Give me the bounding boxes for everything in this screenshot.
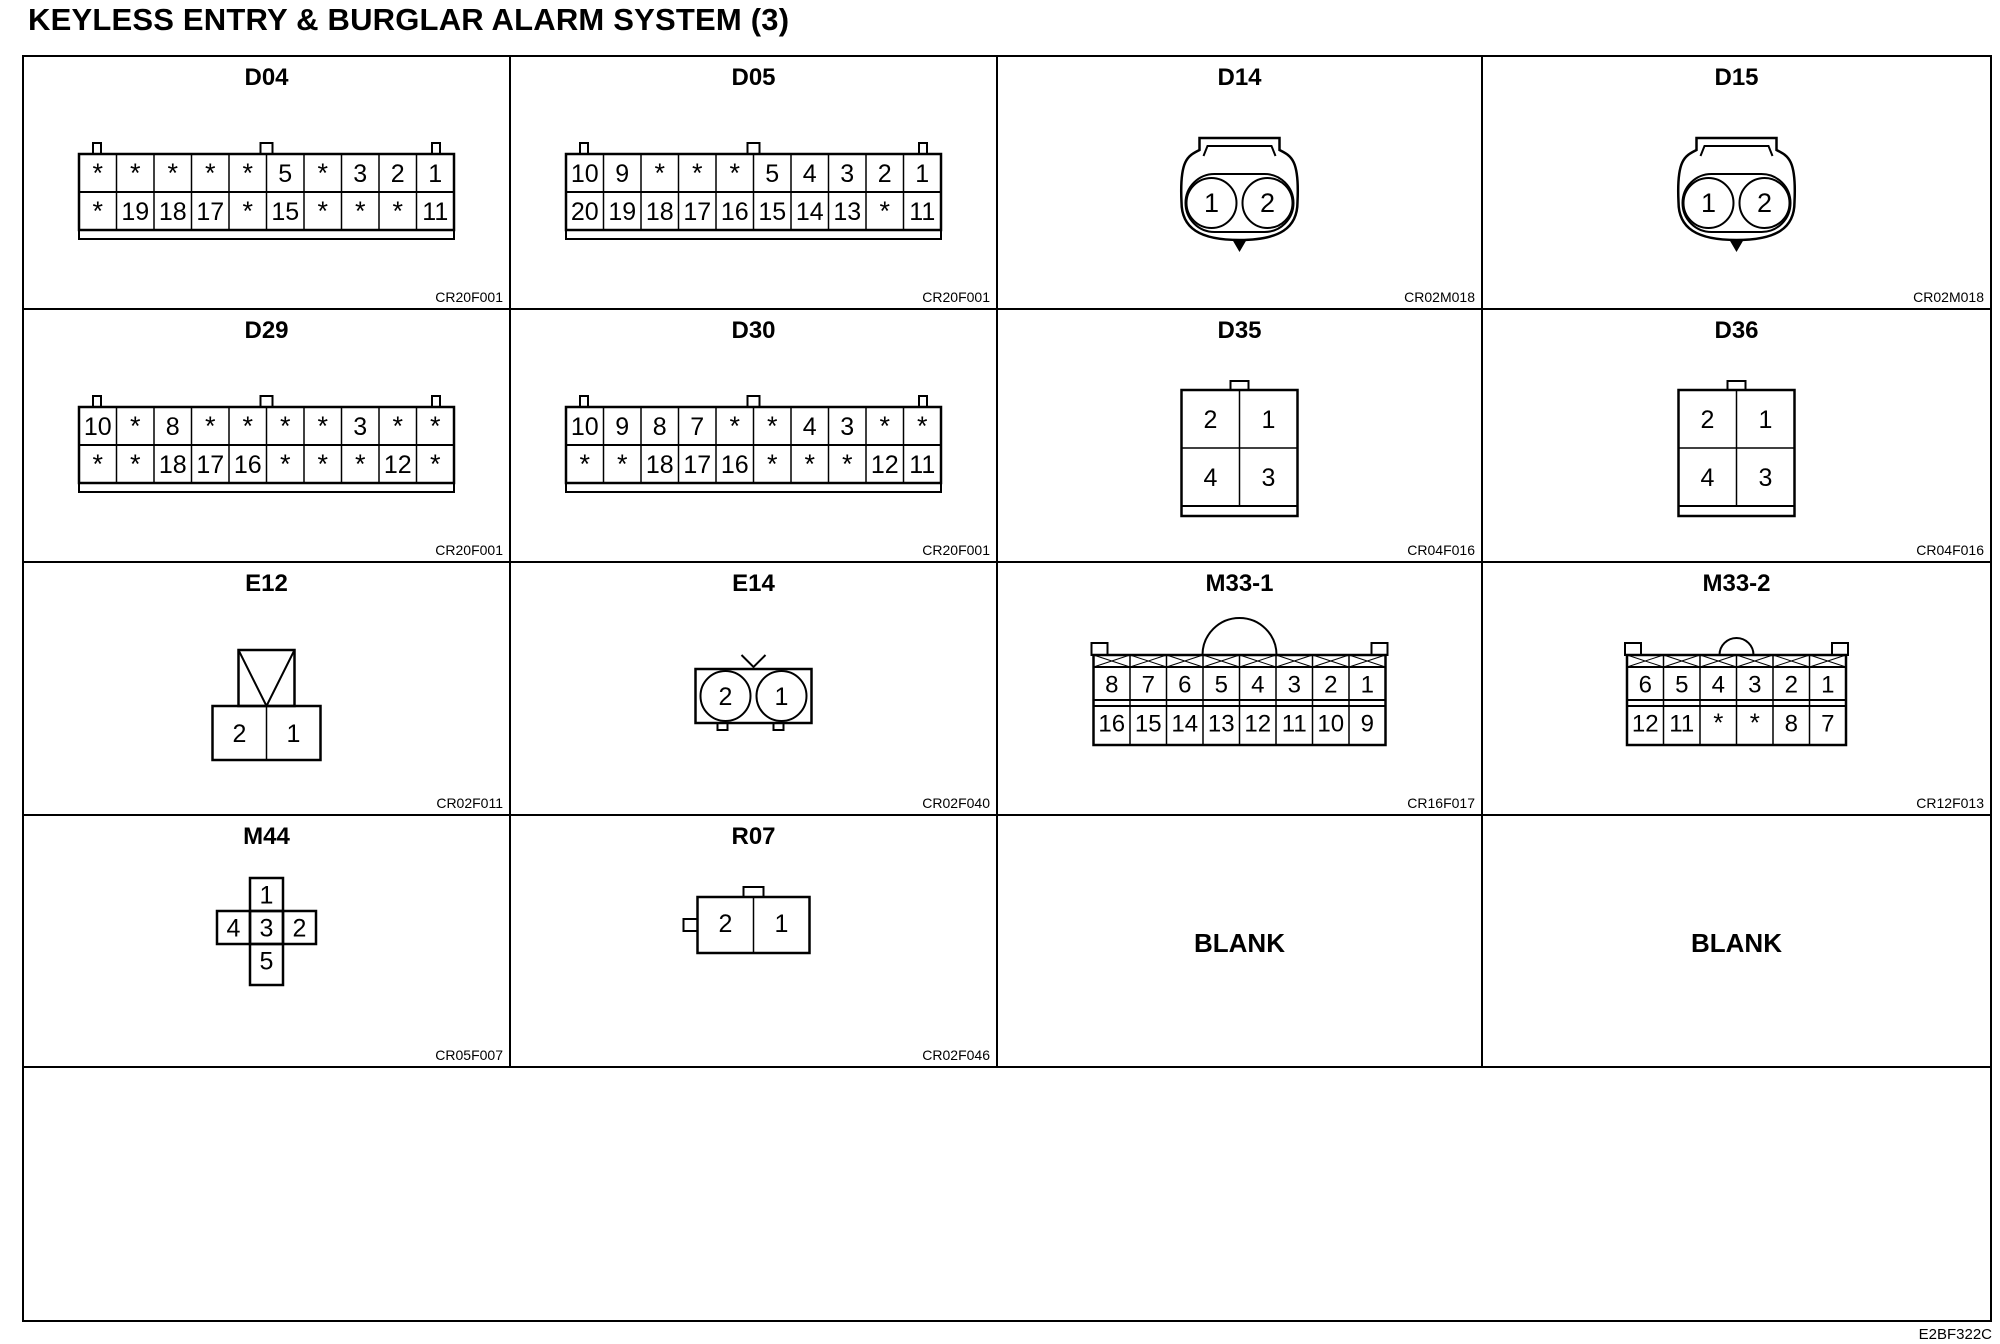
connector-name: D35 xyxy=(1217,317,1262,344)
connector-cell-d36 xyxy=(1483,310,1990,563)
unused-pin-marker: * xyxy=(766,449,778,479)
unused-pin-marker: * xyxy=(429,411,441,441)
pin-number: 1 xyxy=(1700,188,1717,218)
unused-pin-marker: * xyxy=(691,158,703,188)
unused-pin-marker: * xyxy=(916,411,928,441)
hatch-mark xyxy=(1167,655,1204,667)
unused-pin-marker: * xyxy=(129,449,141,479)
connector-housing xyxy=(696,669,812,723)
pin-number: 1 xyxy=(286,720,301,748)
unused-pin-marker: * xyxy=(392,411,404,441)
hatch-mark xyxy=(1664,655,1701,667)
pin-number: 3 xyxy=(1748,671,1762,699)
pin-number: 5 xyxy=(1675,671,1689,699)
pin-number: 5 xyxy=(765,160,780,188)
connector-drawing xyxy=(1483,310,1990,561)
unused-pin-marker: * xyxy=(204,411,216,441)
pin-number: 16 xyxy=(720,198,749,226)
pin-number: 8 xyxy=(1784,710,1798,738)
connector-part-code: CR20F001 xyxy=(435,289,503,305)
pin-number: 3 xyxy=(1287,671,1301,699)
lock-tab xyxy=(93,396,101,407)
pin-number: 4 xyxy=(1251,671,1265,699)
polarity-marker xyxy=(1233,240,1247,252)
connector-cell-d29 xyxy=(24,310,511,563)
pin-number: 1 xyxy=(1821,671,1835,699)
pin-number: 4 xyxy=(802,160,817,188)
unused-pin-marker: * xyxy=(242,196,254,226)
unused-pin-marker: * xyxy=(879,411,891,441)
pin-number: 1 xyxy=(1261,406,1276,434)
pin-number: 7 xyxy=(1821,710,1835,738)
hatch-mark xyxy=(1276,655,1313,667)
connector-shoulder xyxy=(79,230,454,239)
pin-number: 17 xyxy=(683,198,712,226)
unused-pin-marker: * xyxy=(1749,707,1760,738)
pin-number: 12 xyxy=(1631,710,1659,738)
hatch-mark xyxy=(1810,655,1847,667)
unused-pin-marker: * xyxy=(92,449,104,479)
pin-number: 1 xyxy=(1360,671,1374,699)
unused-pin-marker: * xyxy=(242,158,254,188)
pin-number: 11 xyxy=(909,451,936,479)
connector-part-code: CR05F007 xyxy=(435,1047,503,1063)
connector-part-code: CR02F040 xyxy=(922,795,990,811)
unused-pin-marker: * xyxy=(129,158,141,188)
connector-name: E12 xyxy=(245,570,288,597)
connector-latch xyxy=(1204,146,1276,156)
connector-part-code: CR04F016 xyxy=(1916,542,1984,558)
pin-number: 8 xyxy=(165,413,180,441)
connector-name: M44 xyxy=(243,823,290,850)
pin-number: 9 xyxy=(615,160,630,188)
pin-number: 10 xyxy=(570,413,599,441)
pin-number: 16 xyxy=(1098,710,1126,738)
pin-number: 13 xyxy=(1207,710,1235,738)
connector-part-code: CR02F046 xyxy=(922,1047,990,1063)
connector-drawing xyxy=(511,57,996,308)
pin-number: 19 xyxy=(121,198,150,226)
lock-tab xyxy=(1625,643,1641,655)
pin-number: 5 xyxy=(278,160,293,188)
unused-pin-marker: * xyxy=(92,158,104,188)
lock-tab xyxy=(748,143,760,154)
pin-number: 15 xyxy=(1134,710,1162,738)
figure-code: E2BF322C xyxy=(1918,1326,1992,1343)
unused-pin-marker: * xyxy=(354,449,366,479)
pin-number: 4 xyxy=(802,413,817,441)
connector-part-code: CR16F017 xyxy=(1407,795,1475,811)
pin-number: 17 xyxy=(683,451,712,479)
connector-inner-oval xyxy=(1186,174,1294,232)
pin-number: 1 xyxy=(915,160,930,188)
connector-cell-d05 xyxy=(511,57,998,310)
connector-name: M33-2 xyxy=(1702,570,1771,597)
connector-name: R07 xyxy=(731,823,776,850)
connector-part-code: CR02M018 xyxy=(1913,289,1984,305)
blank-cell xyxy=(1483,816,1990,1068)
pin-number: 4 xyxy=(1711,671,1725,699)
connector-guide xyxy=(239,650,295,706)
connector-hood xyxy=(239,650,295,706)
pin-number: 13 xyxy=(833,198,862,226)
connector-cell-d30 xyxy=(511,310,998,563)
pin-number: 9 xyxy=(1360,710,1374,738)
pin-number: 10 xyxy=(1317,710,1345,738)
lock-tab xyxy=(93,143,101,154)
connector-part-code: CR20F001 xyxy=(922,542,990,558)
lock-tab xyxy=(580,143,588,154)
pin-number: 3 xyxy=(353,160,368,188)
pin-number: 2 xyxy=(1324,671,1338,699)
page-title: KEYLESS ENTRY & BURGLAR ALARM SYSTEM (3) xyxy=(28,2,790,37)
unused-pin-marker: * xyxy=(879,196,891,226)
unused-pin-marker: * xyxy=(317,449,329,479)
side-tab xyxy=(684,919,698,931)
lock-tab xyxy=(919,396,927,407)
hatch-mark xyxy=(1240,655,1277,667)
lock-tab xyxy=(1092,643,1108,655)
hatch-mark xyxy=(1700,655,1737,667)
pin-number: 18 xyxy=(645,198,674,226)
unused-pin-marker: * xyxy=(242,411,254,441)
hatch-mark xyxy=(1094,655,1131,667)
pin-number: 17 xyxy=(196,451,225,479)
pin-number: 11 xyxy=(422,198,449,226)
blank-label: BLANK xyxy=(1691,928,1782,958)
connector-drawing xyxy=(511,563,996,814)
hatch-mark xyxy=(1737,655,1774,667)
connector-name: D15 xyxy=(1714,64,1759,91)
pin-number: 18 xyxy=(158,451,187,479)
unused-pin-marker: * xyxy=(279,449,291,479)
pin-number: 2 xyxy=(1784,671,1798,699)
unused-pin-marker: * xyxy=(317,158,329,188)
connector-inner-oval xyxy=(1683,174,1791,232)
unused-pin-marker: * xyxy=(354,196,366,226)
lock-tab xyxy=(1832,643,1848,655)
connector-drawing xyxy=(998,563,1481,814)
hatch-mark xyxy=(1627,655,1664,667)
hatch-mark xyxy=(1349,655,1386,667)
connector-cell-e12 xyxy=(24,563,511,816)
pin-number: 2 xyxy=(232,720,247,748)
connector-name: D30 xyxy=(731,317,776,344)
lock-tab xyxy=(1231,381,1249,390)
unused-pin-marker: * xyxy=(92,196,104,226)
connector-name: D14 xyxy=(1217,64,1262,91)
pin-number: 20 xyxy=(570,198,599,226)
unused-pin-marker: * xyxy=(279,411,291,441)
lock-tab xyxy=(432,143,440,154)
connector-cell-m33-2 xyxy=(1483,563,1990,816)
pin-number: 12 xyxy=(383,451,412,479)
connector-cell-d35 xyxy=(998,310,1483,563)
pin-number: 18 xyxy=(158,198,187,226)
connector-drawing xyxy=(24,816,509,1066)
lock-tab xyxy=(744,887,764,897)
connector-drawing xyxy=(24,310,509,561)
connector-part-code: CR20F001 xyxy=(435,542,503,558)
pin-number: 5 xyxy=(259,947,274,976)
pin-number: 7 xyxy=(690,413,705,441)
pin-number: 5 xyxy=(1214,671,1228,699)
pin-number: 15 xyxy=(758,198,787,226)
polarity-key xyxy=(742,655,766,667)
connector-name: D29 xyxy=(244,317,289,344)
pin-number: 2 xyxy=(718,910,733,938)
pin-number: 10 xyxy=(570,160,599,188)
connector-drawing xyxy=(1483,57,1990,308)
connector-part-code: CR02M018 xyxy=(1404,289,1475,305)
pin-number: 3 xyxy=(840,413,855,441)
pin-number: 11 xyxy=(909,198,936,226)
unused-pin-marker: * xyxy=(804,449,816,479)
connector-part-code: CR12F013 xyxy=(1916,795,1984,811)
lock-tab xyxy=(580,396,588,407)
unused-pin-marker: * xyxy=(729,158,741,188)
hatch-mark xyxy=(1313,655,1350,667)
unused-pin-marker: * xyxy=(167,158,179,188)
pin-number: 19 xyxy=(608,198,637,226)
lock-tab xyxy=(261,396,273,407)
pin-number: 9 xyxy=(615,413,630,441)
connector-cell-m44 xyxy=(24,816,511,1068)
connector-grid xyxy=(24,57,1990,1068)
pin-number: 4 xyxy=(1700,464,1715,492)
connector-name: E14 xyxy=(732,570,775,597)
pin-number: 2 xyxy=(1259,188,1276,218)
unused-pin-marker: * xyxy=(1713,707,1724,738)
connector-part-code: CR04F016 xyxy=(1407,542,1475,558)
hatch-mark xyxy=(1203,655,1240,667)
lock-tab xyxy=(261,143,273,154)
pin-number: 6 xyxy=(1178,671,1192,699)
pin-number: 10 xyxy=(83,413,112,441)
unused-pin-marker: * xyxy=(729,411,741,441)
blank-label: BLANK xyxy=(1194,928,1285,958)
pin-number: 11 xyxy=(1669,710,1695,738)
connector-name: D04 xyxy=(244,64,289,91)
connector-drawing xyxy=(998,310,1481,561)
connector-cell-r07 xyxy=(511,816,998,1068)
connector-name: D36 xyxy=(1714,317,1759,344)
connector-shoulder xyxy=(566,483,941,492)
lock-tab xyxy=(748,396,760,407)
pin-number: 2 xyxy=(390,160,405,188)
pin-number: 15 xyxy=(271,198,300,226)
connector-latch xyxy=(1701,146,1773,156)
unused-pin-marker: * xyxy=(766,411,778,441)
unused-pin-marker: * xyxy=(204,158,216,188)
hatch-mark xyxy=(1130,655,1167,667)
unused-pin-marker: * xyxy=(429,449,441,479)
pin-number: 16 xyxy=(720,451,749,479)
lock-arch xyxy=(1203,618,1277,655)
pin-number: 2 xyxy=(877,160,892,188)
pin-number: 3 xyxy=(259,914,274,943)
pin-number: 1 xyxy=(774,683,789,711)
pin-number: 11 xyxy=(1281,710,1307,738)
pin-number: 18 xyxy=(645,451,674,479)
polarity-marker xyxy=(1730,240,1744,252)
pin-number: 3 xyxy=(840,160,855,188)
pin-number: 3 xyxy=(1758,464,1773,492)
connector-part-code: CR20F001 xyxy=(922,289,990,305)
lock-tab xyxy=(1728,381,1746,390)
unused-pin-marker: * xyxy=(317,196,329,226)
pin-number: 16 xyxy=(233,451,262,479)
blank-cell xyxy=(998,816,1483,1068)
pin-number: 8 xyxy=(652,413,667,441)
connector-cell-m33-1 xyxy=(998,563,1483,816)
pin-number: 4 xyxy=(1203,464,1218,492)
connector-shoulder xyxy=(566,230,941,239)
lock-tab xyxy=(919,143,927,154)
connector-shoulder xyxy=(79,483,454,492)
hatch-mark xyxy=(1773,655,1810,667)
connector-cell-d04 xyxy=(24,57,511,310)
unused-pin-marker: * xyxy=(579,449,591,479)
connector-drawing xyxy=(24,563,509,814)
connector-drawing xyxy=(24,57,509,308)
pin-number: 1 xyxy=(259,881,274,910)
unused-pin-marker: * xyxy=(317,411,329,441)
pin-number: 14 xyxy=(795,198,824,226)
unused-pin-marker: * xyxy=(841,449,853,479)
pin-number: 1 xyxy=(1203,188,1220,218)
connector-drawing xyxy=(511,816,996,1066)
unused-pin-marker: * xyxy=(129,411,141,441)
pin-number: 1 xyxy=(428,160,443,188)
connector-cell-d15 xyxy=(1483,57,1990,310)
pin-number: 8 xyxy=(1105,671,1119,699)
connector-drawing xyxy=(511,310,996,561)
connector-name: D05 xyxy=(731,64,776,91)
connector-frame xyxy=(22,55,1992,1322)
pin-number: 12 xyxy=(1244,710,1272,738)
pin-number: 4 xyxy=(226,914,241,943)
lock-tab xyxy=(432,396,440,407)
connector-name: M33-1 xyxy=(1205,570,1274,597)
pin-number: 7 xyxy=(1141,671,1155,699)
lock-arch xyxy=(1720,638,1754,655)
pin-number: 1 xyxy=(1758,406,1773,434)
unused-pin-marker: * xyxy=(392,196,404,226)
pin-number: 14 xyxy=(1171,710,1199,738)
pin-number: 3 xyxy=(1261,464,1276,492)
pin-number: 2 xyxy=(1203,406,1218,434)
unused-pin-marker: * xyxy=(654,158,666,188)
pin-number: 2 xyxy=(1700,406,1715,434)
connector-cell-e14 xyxy=(511,563,998,816)
connector-part-code: CR02F011 xyxy=(436,795,503,811)
connector-drawing xyxy=(1483,563,1990,814)
connector-cell-d14 xyxy=(998,57,1483,310)
pin-number: 3 xyxy=(353,413,368,441)
pin-number: 2 xyxy=(292,914,307,943)
connector-drawing xyxy=(998,57,1481,308)
pin-number: 12 xyxy=(870,451,899,479)
pin-number: 1 xyxy=(774,910,789,938)
pin-number: 2 xyxy=(1756,188,1773,218)
pin-number: 6 xyxy=(1638,671,1652,699)
lock-tab xyxy=(1372,643,1388,655)
pin-number: 2 xyxy=(718,683,733,711)
pin-number: 17 xyxy=(196,198,225,226)
unused-pin-marker: * xyxy=(616,449,628,479)
